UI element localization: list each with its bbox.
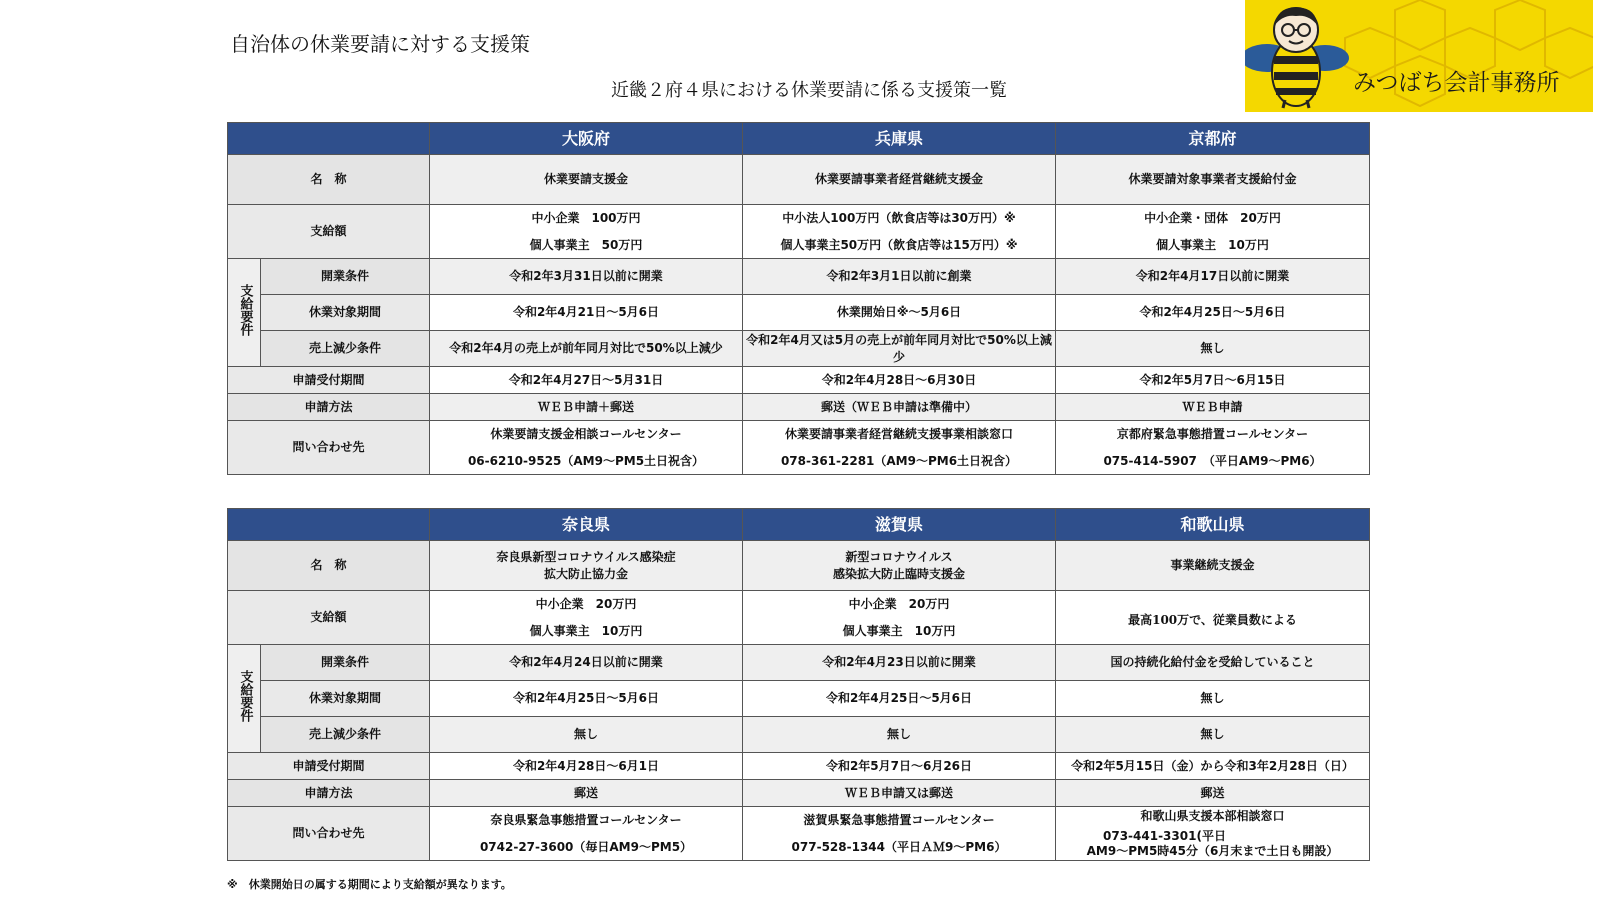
row-sales: [228, 331, 1370, 367]
row-label: 開業条件: [261, 645, 430, 681]
table-header-row: [228, 509, 1370, 541]
sales-cell: 無し: [743, 717, 1056, 753]
row-label: 申請受付期間: [228, 367, 430, 394]
row-label: 申請方法: [228, 394, 430, 421]
row-label: 開業条件: [261, 259, 430, 295]
sales-cell: 令和2年4月又は5月の売上が前年同月対比で50%以上減少: [743, 331, 1056, 367]
row-opening: [228, 645, 1370, 681]
opening-cell: 令和2年3月1日以前に創業: [743, 259, 1056, 295]
row-label: 名 称: [228, 155, 430, 205]
row-label: 申請受付期間: [228, 753, 430, 780]
opening-cell: 国の持続化給付金を受給していること: [1056, 645, 1370, 681]
application-period-cell: 令和2年4月28日～6月1日: [430, 753, 743, 780]
program-name: 休業要請支援金: [430, 155, 743, 205]
sales-cell: 無し: [430, 717, 743, 753]
program-name: 休業要請事業者経営継続支援金: [743, 155, 1056, 205]
contact-cell: 奈良県緊急事態措置コールセンター 0742-27-3600（毎日AM9～PM5）: [430, 807, 743, 861]
amount-cell: 中小企業・団体 20万円 個人事業主 10万円: [1056, 205, 1370, 259]
period-cell: 令和2年4月25日～5月6日: [1056, 295, 1370, 331]
row-amount: [228, 205, 1370, 259]
opening-cell: 令和2年4月17日以前に開業: [1056, 259, 1370, 295]
sales-cell: 無し: [1056, 717, 1370, 753]
application-period-cell: 令和2年4月27日～5月31日: [430, 367, 743, 394]
row-label: 休業対象期間: [261, 295, 430, 331]
row-sales: [228, 717, 1370, 753]
period-cell: 令和2年4月25日～5月6日: [430, 681, 743, 717]
program-name: 新型コロナウイルス 感染拡大防止臨時支援金: [743, 541, 1056, 591]
period-cell: 休業開始日※～5月6日: [743, 295, 1056, 331]
application-period-cell: 令和2年5月7日～6月15日: [1056, 367, 1370, 394]
row-contact: [228, 807, 1370, 861]
application-method-cell: 郵送（ＷＥＢ申請は準備中）: [743, 394, 1056, 421]
contact-cell: 休業要請支援金相談コールセンター 06-6210-9525（AM9～PM5土日祝含）: [430, 421, 743, 475]
row-label: 問い合わせ先: [228, 421, 430, 475]
contact-cell: 休業要請事業者経営継続支援事業相談窓口 078-361-2281（AM9～PM6土日祝含）: [743, 421, 1056, 475]
prefecture-name: 兵庫県: [743, 123, 1056, 155]
row-label: 売上減少条件: [261, 717, 430, 753]
header-blank: [228, 123, 430, 155]
application-period-cell: 令和2年5月7日～6月26日: [743, 753, 1056, 780]
prefecture-name: 大阪府: [430, 123, 743, 155]
period-cell: 令和2年4月21日～5月6日: [430, 295, 743, 331]
program-name: 奈良県新型コロナウイルス感染症 拡大防止協力金: [430, 541, 743, 591]
application-method-cell: 郵送: [430, 780, 743, 807]
application-period-cell: 令和2年4月28日～6月30日: [743, 367, 1056, 394]
support-table-2: [227, 508, 1370, 861]
table-header-row: [228, 123, 1370, 155]
program-name: 事業継続支援金: [1056, 541, 1370, 591]
row-label: 支給額: [228, 205, 430, 259]
prefecture-name: 京都府: [1056, 123, 1370, 155]
program-name: 休業要請対象事業者支援給付金: [1056, 155, 1370, 205]
logo-text: みつばち会計事務所: [1353, 70, 1560, 96]
application-method-cell: ＷＥＢ申請: [1056, 394, 1370, 421]
amount-cell: 中小企業 20万円 個人事業主 10万円: [743, 591, 1056, 645]
row-name: [228, 155, 1370, 205]
sales-cell: 令和2年4月の売上が前年同月対比で50%以上減少: [430, 331, 743, 367]
opening-cell: 令和2年4月23日以前に開業: [743, 645, 1056, 681]
row-label: 支給額: [228, 591, 430, 645]
row-application-method: [228, 394, 1370, 421]
prefecture-name: 奈良県: [430, 509, 743, 541]
application-method-cell: ＷＥＢ申請＋郵送: [430, 394, 743, 421]
page-title: 自治体の休業要請に対する支援策: [230, 32, 530, 56]
row-name: [228, 541, 1370, 591]
row-opening: [228, 259, 1370, 295]
opening-cell: 令和2年4月24日以前に開業: [430, 645, 743, 681]
period-cell: 令和2年4月25日～5月6日: [743, 681, 1056, 717]
row-period: [228, 681, 1370, 717]
application-period-cell: 令和2年5月15日（金）から令和3年2月28日（日）: [1056, 753, 1370, 780]
row-label: 問い合わせ先: [228, 807, 430, 861]
application-method-cell: ＷＥＢ申請又は郵送: [743, 780, 1056, 807]
opening-cell: 令和2年3月31日以前に開業: [430, 259, 743, 295]
company-logo: [1245, 0, 1593, 112]
amount-cell: 中小法人100万円（飲食店等は30万円）※ 個人事業主50万円（飲食店等は15万円）※: [743, 205, 1056, 259]
support-table-1: [227, 122, 1370, 475]
row-label: 名 称: [228, 541, 430, 591]
amount-cell: 中小企業 20万円 個人事業主 10万円: [430, 591, 743, 645]
row-label: 休業対象期間: [261, 681, 430, 717]
prefecture-name: 和歌山県: [1056, 509, 1370, 541]
row-label: 売上減少条件: [261, 331, 430, 367]
row-contact: [228, 421, 1370, 475]
row-application-period: [228, 753, 1370, 780]
contact-cell: 和歌山県支援本部相談窓口 073-441-3301(平日 AM9～PM5時45分（6月末まで土日も開設）: [1056, 807, 1370, 861]
row-label: 申請方法: [228, 780, 430, 807]
contact-cell: 京都府緊急事態措置コールセンター 075-414-5907 （平日AM9～PM6）: [1056, 421, 1370, 475]
table-heading: 近畿２府４県における休業要請に係る支援策一覧: [611, 80, 1007, 101]
requirements-group-label: 支給要件: [228, 645, 261, 753]
period-cell: 無し: [1056, 681, 1370, 717]
row-period: [228, 295, 1370, 331]
row-application-period: [228, 367, 1370, 394]
contact-cell: 滋賀県緊急事態措置コールセンター 077-528-1344（平日ＡＭ9～PM6）: [743, 807, 1056, 861]
requirements-group-label: 支給要件: [228, 259, 261, 367]
header-blank: [228, 509, 430, 541]
prefecture-name: 滋賀県: [743, 509, 1056, 541]
amount-cell: 中小企業 100万円 個人事業主 50万円: [430, 205, 743, 259]
row-amount: [228, 591, 1370, 645]
sales-cell: 無し: [1056, 331, 1370, 367]
row-application-method: [228, 780, 1370, 807]
footnote: ※ 休業開始日の属する期間により支給額が異なります。: [227, 878, 512, 891]
application-method-cell: 郵送: [1056, 780, 1370, 807]
amount-cell: 最高100万で、従業員数による: [1056, 591, 1370, 645]
